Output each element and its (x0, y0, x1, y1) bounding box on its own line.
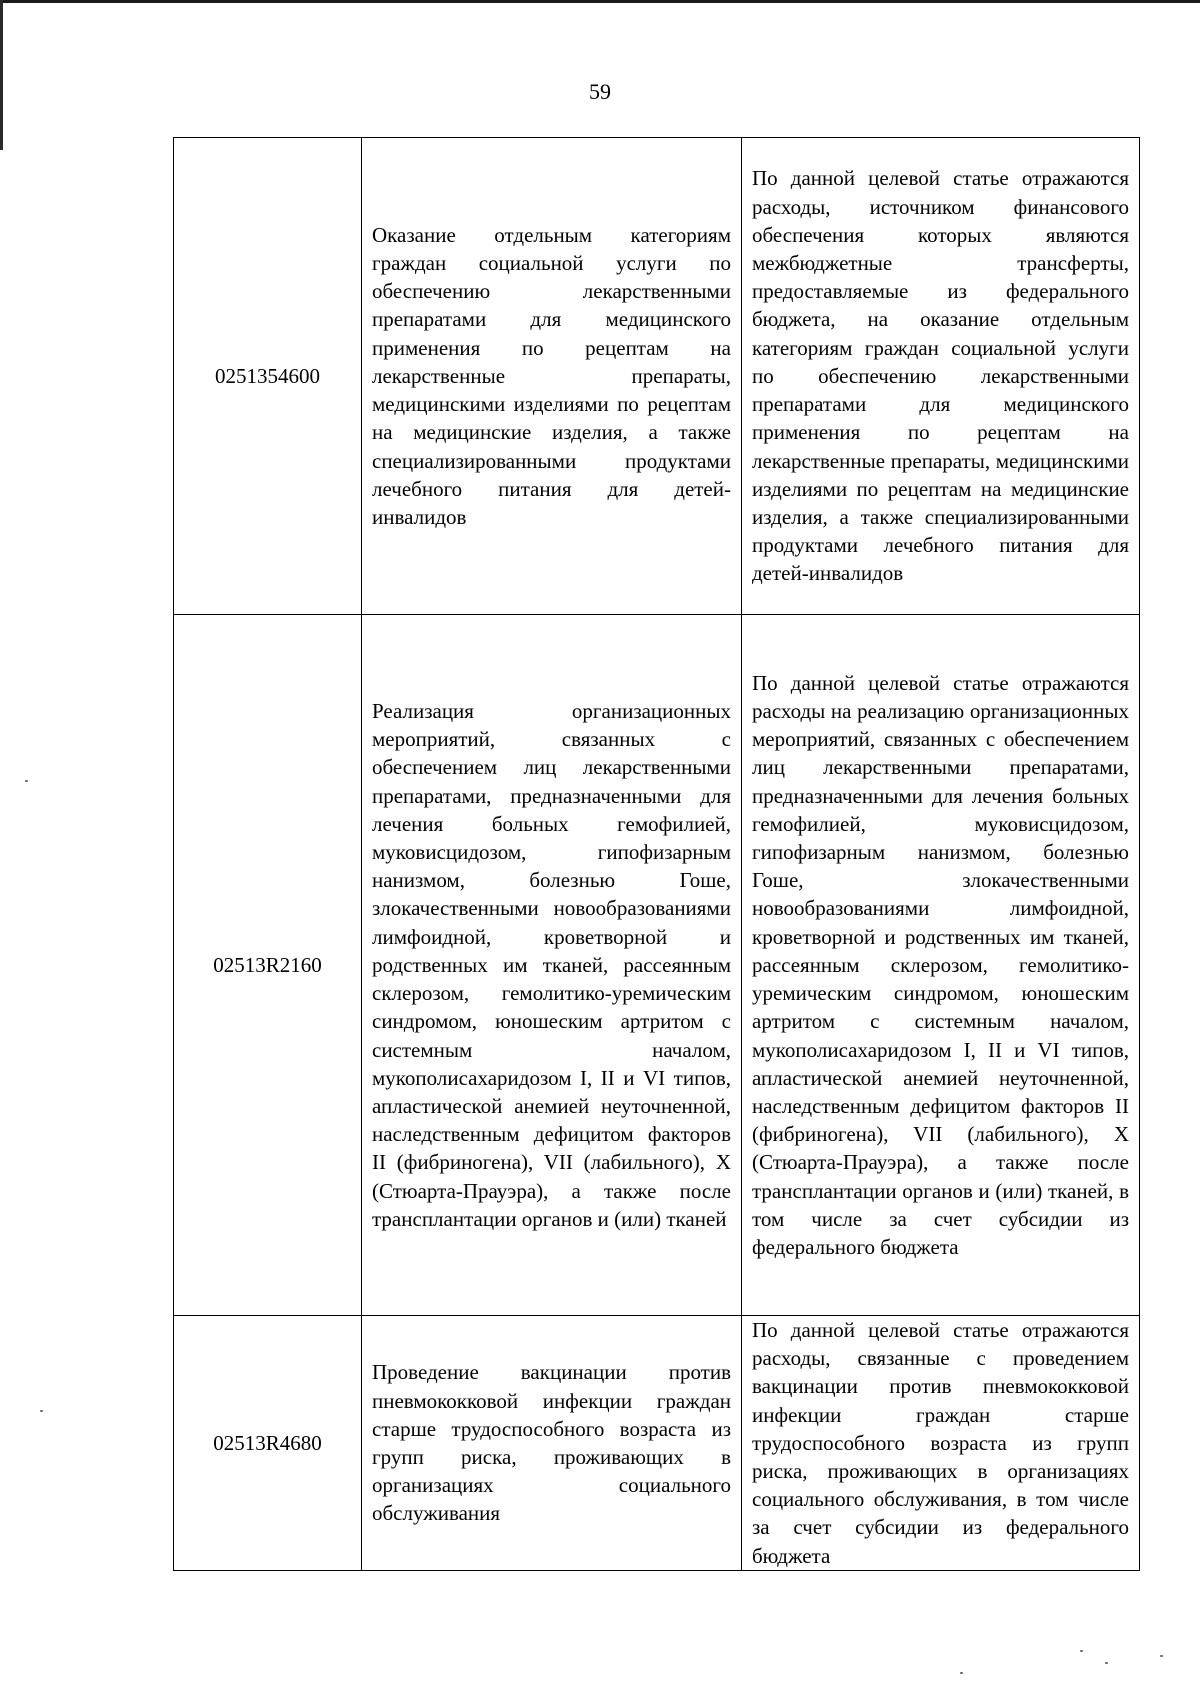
scan-speck (25, 780, 28, 782)
table-row (174, 615, 1140, 1316)
target-article-code (174, 138, 362, 615)
target-article-name (362, 138, 742, 615)
target-article-description (742, 138, 1140, 615)
target-article-name (362, 615, 742, 1316)
table-row (174, 138, 1140, 615)
scan-speck (960, 1672, 963, 1674)
code-text: 0251354600 (215, 363, 320, 388)
name-text: Проведение вакцинации против пневмококковой инфекции граждан старше трудоспособного возраста из групп риска, проживающих в организациях социального обслуживания (372, 1360, 731, 1526)
scan-speck (1160, 1655, 1163, 1657)
scan-edge-left (0, 0, 3, 150)
name-text: Оказание отдельным категориям граждан социальной услуги по обеспечению лекарственными препаратами для медицинского применения по рецептам на лекарственные препараты, медицинскими изделиями по рецептам на медицинские изделия, а также специализированными продуктами лечебного питания для детей-инвалидов (372, 222, 731, 529)
budget-classification-table (173, 137, 1140, 1571)
code-text: 02513R4680 (213, 1430, 322, 1455)
description-text: По данной целевой статье отражаются расходы, источником финансового обеспечения которых являются межбюджетные трансферты, предоставляемые из федерального бюджета, на оказание отдельным категориям граждан социальной услуги по обеспечению лекарственными препаратами для медицинского применения по рецептам на лекарственные препараты, медицинскими изделиями по рецептам на медицинские изделия, а также специализированными продуктами лечебного питания для детей-инвалидов (752, 166, 1129, 586)
target-article-description (742, 1316, 1140, 1571)
scan-speck (40, 1410, 43, 1412)
name-text: Реализация организационных мероприятий, связанных с обеспечением лиц лекарственными препаратами, предназначенными для лечения больных гемофилией, муковисцидозом, гипофизарным нанизмом, болезнью Гоше, злокачественными новообразованиями лимфоидной, кроветворной и родственных им тканей, рассеянным склерозом, гемолитико-уремическим синдромом, юношеским артритом с системным началом, мукополисахаридозом I, II и VI типов, апластической анемией неуточненной, наследственным дефицитом факторов II (фибриногена), VII (лабильного), X (Стюарта-Прауэра), а также после трансплантации органов и (или) тканей (372, 699, 731, 1231)
scan-speck (1105, 1662, 1108, 1664)
scan-edge-top (0, 0, 1200, 3)
target-article-code (174, 1316, 362, 1571)
scan-speck (1080, 1650, 1083, 1652)
description-text: По данной целевой статье отражаются расходы на реализацию организационных мероприятий, связанных с обеспечением лиц лекарственными препаратами, предназначенными для лечения больных гемофилией, муковисцидозом, гипофизарным нанизмом, болезнью Гоше, злокачественными новообразованиями лимфоидной, кроветворной и родственных им тканей, рассеянным склерозом, гемолитико-уремическим синдромом, юношеским артритом с системным началом, мукополисахаридозом I, II и VI типов, апластической анемией неуточненной, наследственным дефицитом факторов II (фибриногена), VII (лабильного), X (Стюарта-Прауэра), а также после трансплантации органов и (или) тканей, в том числе за счет субсидии из федерального бюджета (752, 670, 1129, 1259)
target-article-name (362, 1316, 742, 1571)
description-text: По данной целевой статье отражаются расходы, связанные с проведением вакцинации против пневмококковой инфекции граждан старше трудоспособного возраста из групп риска, проживающих в организациях социального обслуживания, в том числе за счет субсидии из федерального бюджета (752, 1318, 1129, 1568)
page-number: 59 (589, 79, 611, 104)
table-row (174, 1316, 1140, 1571)
code-text: 02513R2160 (213, 952, 322, 977)
target-article-description (742, 615, 1140, 1316)
target-article-code (174, 615, 362, 1316)
